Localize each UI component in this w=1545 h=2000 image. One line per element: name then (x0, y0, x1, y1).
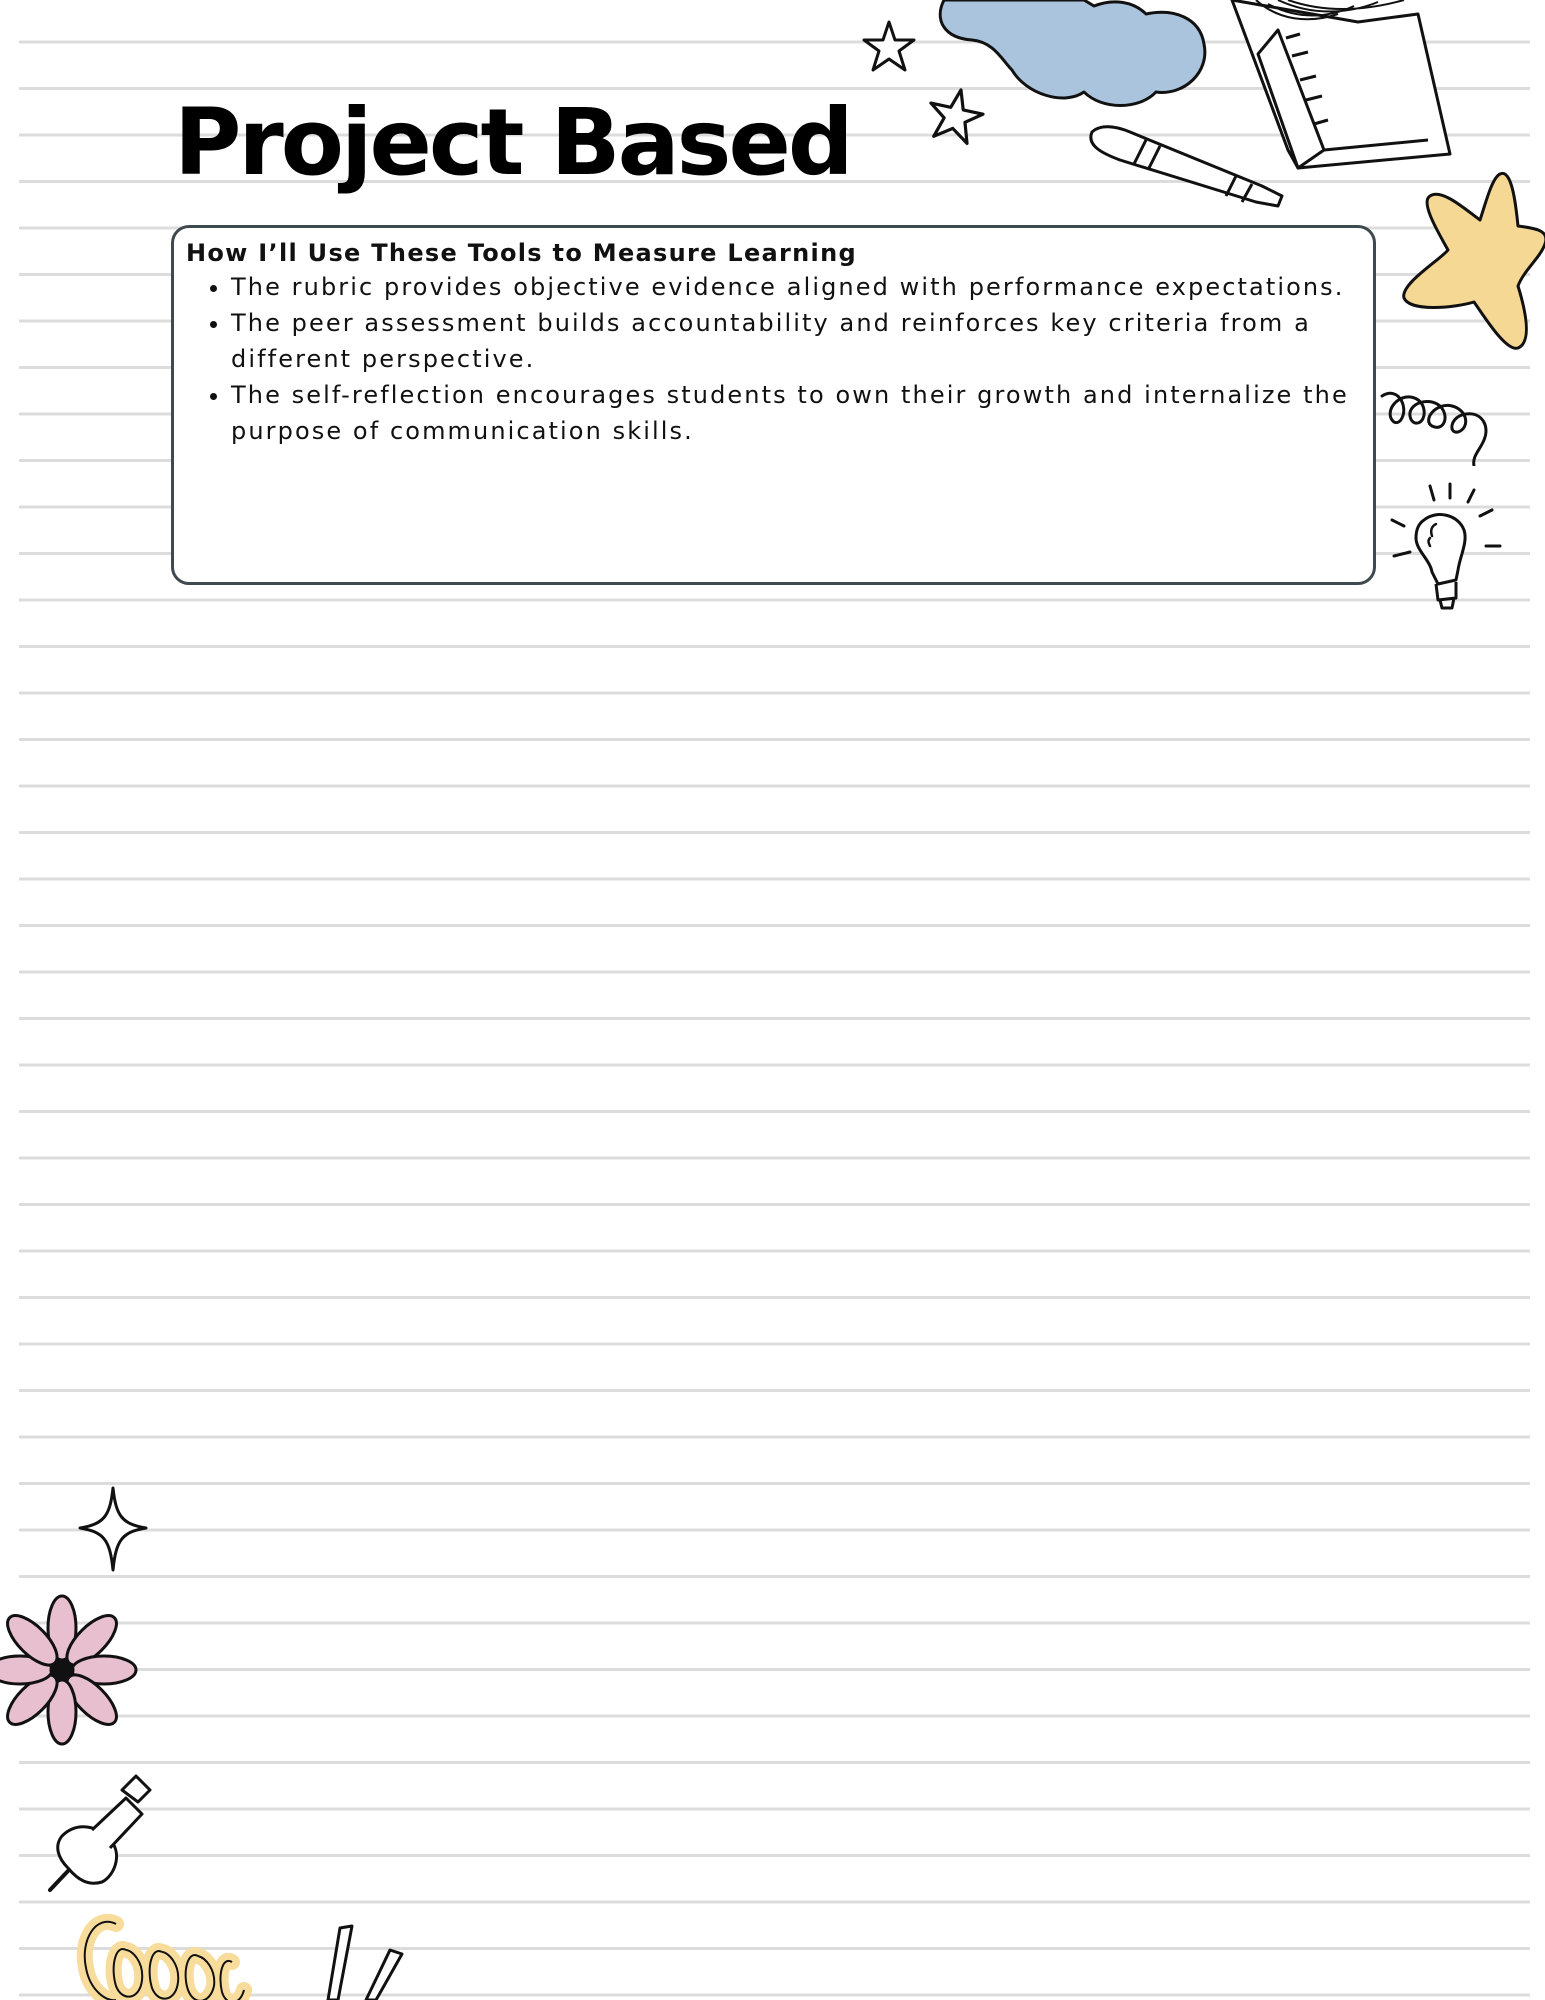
bullet-item-rubric: • The rubric provides objective evidence aligned with performance expectations. (231, 269, 1361, 305)
exclamation-marks-icon (318, 1922, 410, 2000)
small-star-icon (858, 18, 920, 80)
page-title: Project Based (174, 89, 851, 196)
cloud-icon (934, 0, 1214, 110)
yellow-star-icon (1400, 166, 1545, 352)
bullet-item-self-reflection: • The self-reflection encourages students to own their growth and internalize the purpose of communication skills. (231, 377, 1361, 449)
bullet-list (186, 269, 1361, 449)
pen-icon (1086, 124, 1286, 214)
card-heading: How I’ll Use These Tools to Measure Learning (186, 239, 857, 267)
light-bulb-icon (1386, 480, 1506, 630)
push-pin-icon (46, 1772, 154, 1896)
yellow-scribble-icon (76, 1910, 276, 2000)
sparkle-icon (78, 1486, 148, 1572)
bullet-item-peer-assessment: • The peer assessment builds accountability and reinforces key criteria from a different perspective. (231, 305, 1361, 377)
flower-icon (0, 1592, 148, 1748)
note-card (171, 225, 1376, 585)
spring-icon (1378, 366, 1508, 466)
